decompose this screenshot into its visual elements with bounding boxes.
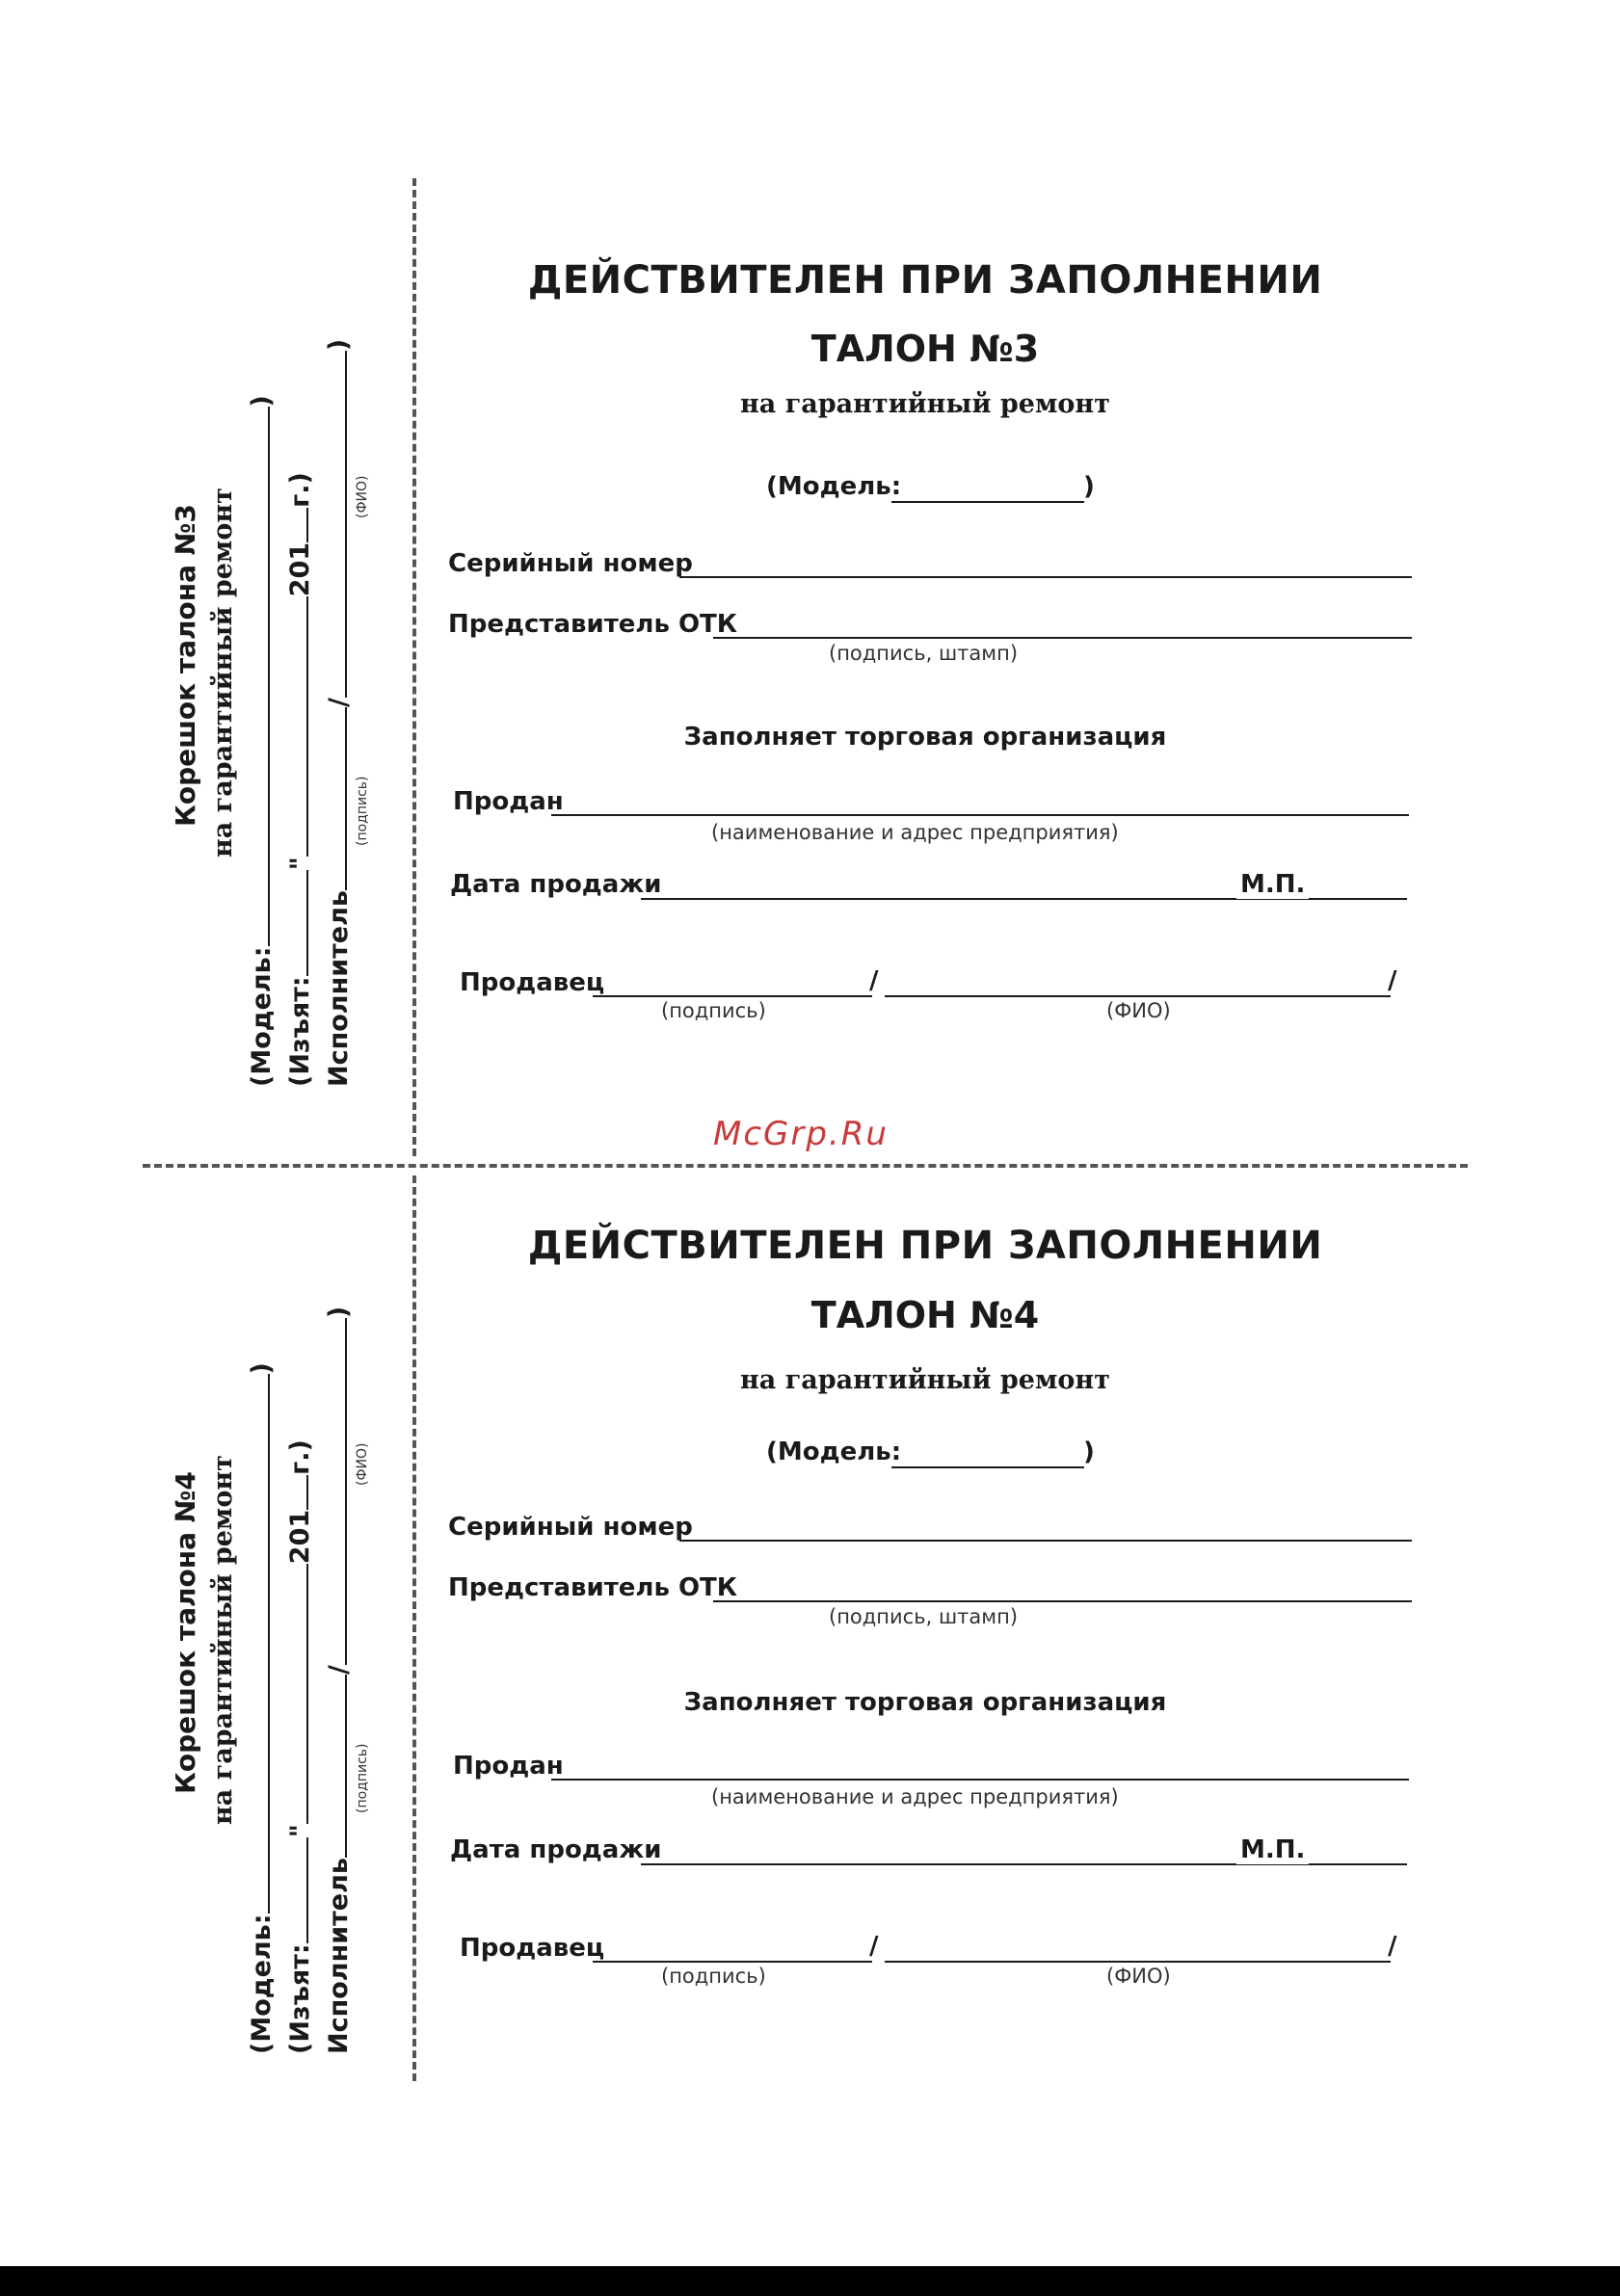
stub-seized-row (285, 472, 315, 1087)
seller-name-field[interactable] (885, 995, 1391, 997)
otk-label: Представитель ОТК (448, 1573, 738, 1602)
seller-signature-field[interactable] (593, 1961, 872, 1963)
sold-field[interactable] (551, 1779, 1409, 1781)
stub-day-field[interactable] (287, 870, 308, 976)
stub-executor-label: Исполнитель (324, 1858, 354, 2054)
sold-label: Продан (453, 787, 564, 816)
validity-heading: ДЕЙСТВИТЕЛЕН ПРИ ЗАПОЛНЕНИИ (527, 1224, 1323, 1268)
stub-executor-row (324, 339, 354, 1087)
sale-date-label: Дата продажи (450, 870, 662, 899)
trade-heading: Заполняет торговая организация (683, 1688, 1167, 1717)
seller-slash-end: / (1388, 966, 1397, 995)
bottom-edge-bar (0, 2266, 1620, 2296)
validity-heading: ДЕЙСТВИТЕЛЕН ПРИ ЗАПОЛНЕНИИ (527, 258, 1323, 303)
model-label: (Модель: (766, 472, 902, 501)
coupon-title: ТАЛОН №3 (810, 328, 1040, 370)
horizontal-cut-line (143, 1164, 1468, 1168)
coupon-title: ТАЛОН №4 (810, 1294, 1040, 1336)
seller-name-field[interactable] (885, 1961, 1391, 1963)
model-field[interactable] (891, 1466, 1084, 1468)
stub-year-field[interactable] (287, 508, 308, 542)
stub-slash: / (324, 1665, 354, 1676)
stub-sig-caption: (подпись) (355, 1743, 370, 1813)
seller-sig-caption: (подпись) (661, 999, 766, 1022)
serial-field[interactable] (679, 1540, 1412, 1542)
stub-close: ) (324, 1306, 354, 1319)
model-label: (Модель: (766, 1438, 902, 1466)
stub-month-field[interactable] (287, 1564, 308, 1824)
stub-slash: / (324, 698, 354, 708)
stub-executor-name-field[interactable] (326, 351, 347, 698)
otk-caption: (подпись, штамп) (829, 642, 1019, 665)
stub-executor-sig-field[interactable] (326, 707, 347, 890)
model-close: ) (1083, 472, 1095, 501)
stub-subtitle: на гарантийный ремонт (208, 488, 238, 858)
stub-model-row (247, 395, 277, 1087)
otk-caption: (подпись, штамп) (829, 1605, 1019, 1628)
model-field[interactable] (891, 501, 1084, 503)
serial-label: Серийный номер (448, 1513, 693, 1542)
otk-field[interactable] (713, 637, 1412, 639)
stub-title: Корешок талона №4 (170, 1471, 201, 1794)
stub-3 (162, 220, 374, 1087)
sold-caption: (наименование и адрес предприятия) (711, 821, 1119, 844)
stub-model-field[interactable] (249, 407, 270, 946)
stub-seized-row (285, 1439, 315, 2054)
coupon-subtitle: на гарантийный ремонт (740, 389, 1110, 419)
otk-label: Представитель ОТК (448, 610, 738, 639)
sold-label: Продан (453, 1752, 564, 1781)
seller-label: Продавец (460, 1934, 605, 1963)
stub-name-caption: (ФИО) (355, 1442, 370, 1486)
watermark: McGrp.Ru (713, 1115, 889, 1153)
stub-model-close: ) (247, 395, 277, 408)
stub-model-row (247, 1362, 277, 2054)
stub-4 (162, 1187, 374, 2054)
sold-field[interactable] (551, 814, 1409, 816)
stub-name-caption: (ФИО) (355, 475, 370, 518)
stub-title: Корешок талона №3 (170, 504, 201, 827)
seller-signature-field[interactable] (593, 995, 872, 997)
stub-executor-row (324, 1306, 354, 2054)
serial-field[interactable] (679, 576, 1412, 578)
trade-heading: Заполняет торговая организация (683, 723, 1167, 752)
stub-day-field[interactable] (287, 1837, 308, 1943)
seller-slash-end: / (1388, 1932, 1397, 1961)
stub-quote: " (285, 1824, 315, 1838)
stub-seized-label: (Изъят: (285, 1943, 315, 2054)
stub-seized-label: (Изъят: (285, 976, 315, 1087)
stub-year: 201 (285, 541, 315, 597)
stamp-label: М.П. (1236, 870, 1309, 899)
stub-quote: " (285, 857, 315, 871)
stub-year: 201 (285, 1509, 315, 1565)
stub-model-label: (Модель: (247, 1913, 277, 2054)
stub-month-field[interactable] (287, 596, 308, 857)
sale-date-label: Дата продажи (450, 1835, 662, 1864)
seller-name-caption: (ФИО) (1106, 1965, 1171, 1988)
seller-sig-caption: (подпись) (661, 1965, 766, 1988)
coupon-subtitle: на гарантийный ремонт (740, 1365, 1110, 1395)
stub-model-label: (Модель: (247, 946, 277, 1087)
stub-close: ) (324, 338, 354, 352)
stub-executor-sig-field[interactable] (326, 1675, 347, 1858)
seller-slash: / (869, 1932, 879, 1961)
stub-year-suffix: г.) (285, 472, 315, 508)
seller-slash: / (869, 966, 879, 995)
seller-label: Продавец (460, 968, 605, 997)
vertical-cut-line-bottom (412, 1175, 416, 2081)
model-close: ) (1083, 1438, 1095, 1466)
stub-year-field[interactable] (287, 1475, 308, 1510)
otk-field[interactable] (713, 1600, 1412, 1602)
stub-executor-label: Исполнитель (324, 890, 354, 1087)
stamp-label: М.П. (1236, 1835, 1309, 1864)
stub-sig-caption: (подпись) (355, 776, 370, 846)
stub-subtitle: на гарантийный ремонт (208, 1455, 238, 1825)
serial-label: Серийный номер (448, 549, 693, 578)
stub-executor-name-field[interactable] (326, 1318, 347, 1665)
stub-model-close: ) (247, 1362, 277, 1375)
stub-year-suffix: г.) (285, 1439, 315, 1475)
vertical-cut-line-top (412, 178, 416, 1156)
seller-name-caption: (ФИО) (1106, 999, 1171, 1022)
sold-caption: (наименование и адрес предприятия) (711, 1785, 1119, 1808)
stub-model-field[interactable] (249, 1374, 270, 1913)
